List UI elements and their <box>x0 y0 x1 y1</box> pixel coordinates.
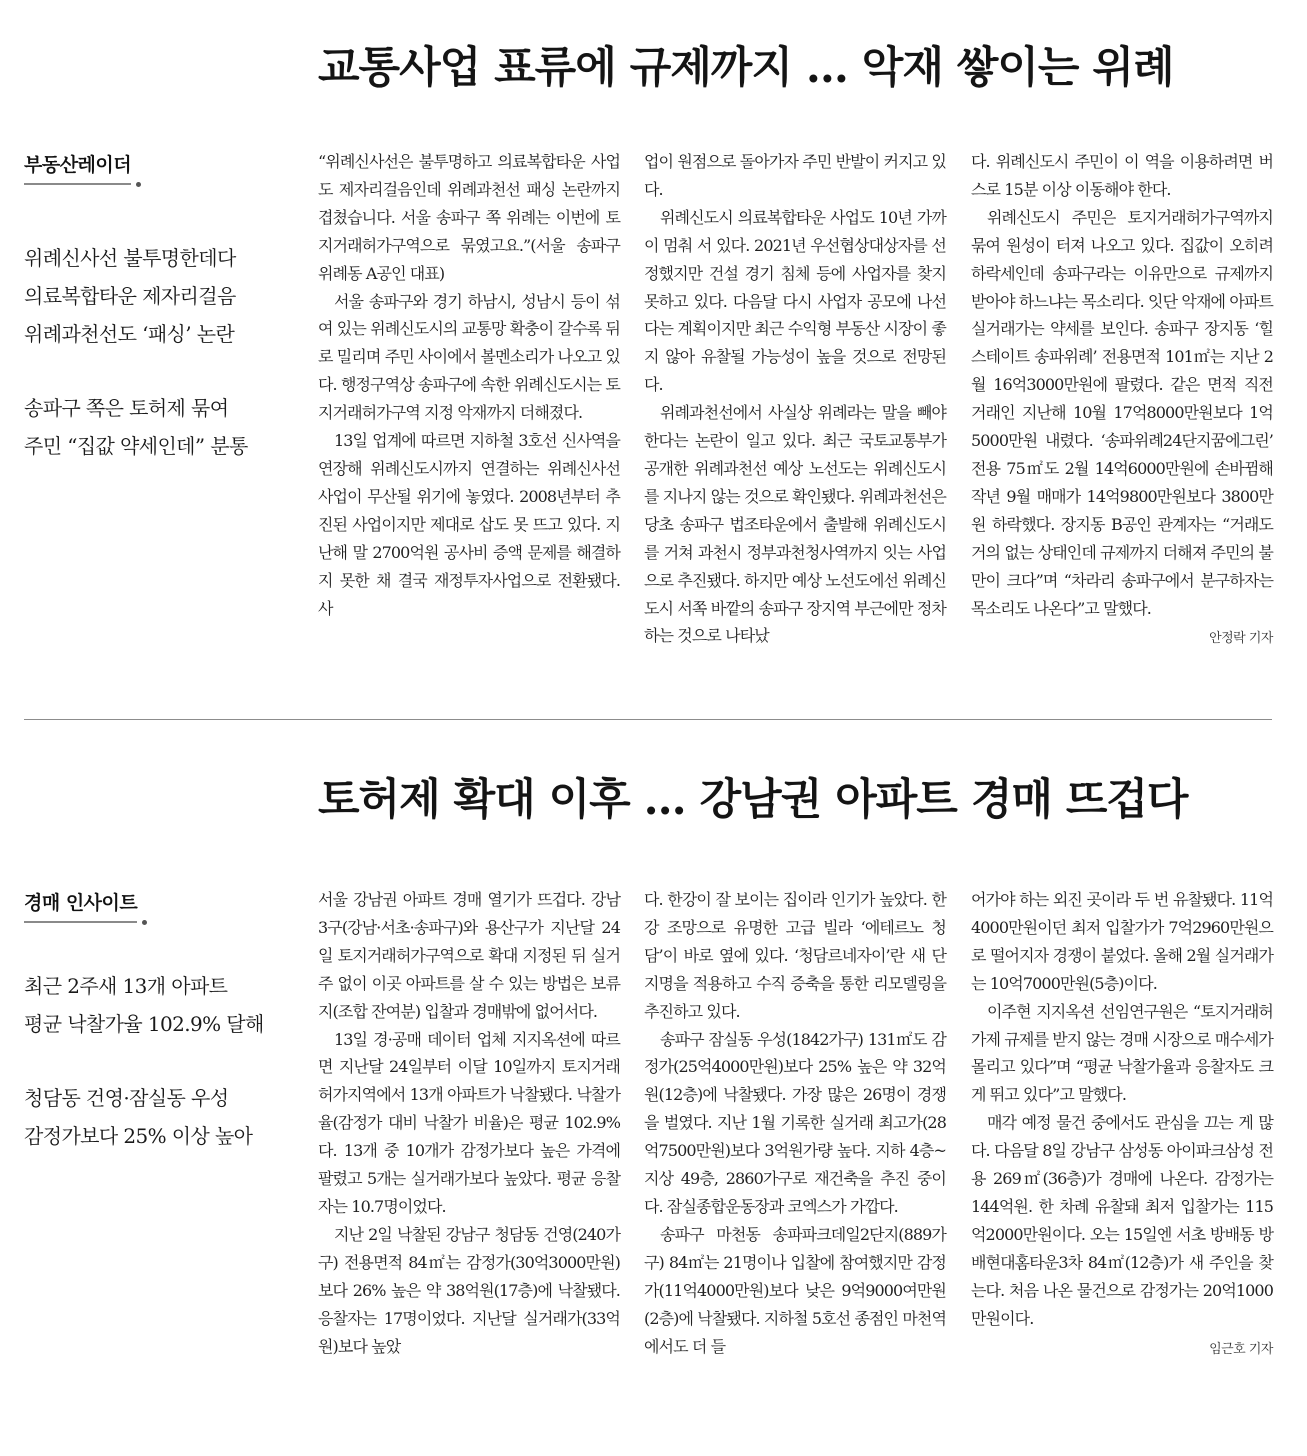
body-column-3 <box>971 148 1273 653</box>
byline: 임근호 기자 <box>1209 1341 1273 1357</box>
section-label-dot <box>136 182 141 187</box>
paragraph: 송파구 잠실동 우성(1842가구) 131㎡도 감정가(25억4000만원)보다 25% 높은 약 32억원(12층)에 낙찰됐다. 가장 많은 26명이 경쟁을 벌였다. 지난 1월 기록한 실거래 최고가(28억7500만원)보다 3억원가량 높다. 지하 4층~지상 49층, 2860가구로 재건축을 추진 중이다. 잠실종합운동장과 코엑스가 가깝다. <box>644 1029 946 1216</box>
body-column-1 <box>318 886 620 1360</box>
subhead-group-1 <box>24 967 292 1043</box>
body-column-2 <box>644 148 946 650</box>
subhead-line: 송파구 쪽은 토허제 묶여 <box>24 396 229 420</box>
paragraph: 위례신도시 의료복합타운 사업도 10년 가까이 멈춰 서 있다. 2021년 우선협상대상자를 선정했지만 건설 경기 침체 등에 사업자를 찾지 못하고 있다. 다음달 다시 사업자 공모에 나선다는 계획이지만 최근 수익형 부동산 시장이 좋지 않아 유찰될 가능성이 높을 것으로 전망된다. <box>644 207 946 395</box>
byline: 안정락 기자 <box>1209 631 1273 647</box>
paragraph: “위례신사선은 불투명하고 의료복합타운 사업도 제자리걸음인데 위례과천선 패싱 논란까지 겹쳤습니다. 서울 송파구 쪽 위례는 이번에 토지거래허가구역으로 묶였고요.”(서울 송파구 위례동 A공인 대표) <box>318 152 620 283</box>
section-label-dot <box>142 920 147 925</box>
section-label <box>24 888 137 923</box>
section-label <box>24 150 131 185</box>
article-auction <box>0 725 1307 1456</box>
body-column-2 <box>644 886 946 1360</box>
paragraph: 서울 강남권 아파트 경매 열기가 뜨겁다. 강남 3구(강남·서초·송파구)와 용산구가 지난달 24일 토지거래허가구역으로 확대 지정된 뒤 실거주 없이 이곳 아파트를 살 수 있는 방법은 보류지(조합 잔여분) 입찰과 경매밖에 없어서다. <box>318 890 620 1021</box>
subhead-group-2 <box>24 1079 292 1155</box>
paragraph: 위례신도시 주민은 토지거래허가구역까지 묶여 원성이 터져 나오고 있다. 집값이 오히려 하락세인데 송파구라는 이유만으로 규제까지 받아야 하느냐는 목소리다. 잇단 악재에 아파트 실거래가는 약세를 보인다. 송파구 장지동 ‘힐스테이트 송파위례’ 전용면적 101㎡는 지난 2월 16억3000만원에 팔렸다. 같은 면적 직전 거래인 지난해 10월 17억8000만원보다 1억5000만원 내렸다. ‘송파위례24단지꿈에그린’ 전용 75㎡도 2월 14억6000만원에 손바뀜해 작년 9월 매매가 14억9800만원보다 3800만원 하락했다. 장지동 B공인 관계자는 “거래도 거의 없는 상태인데 규제까지 더해져 주민의 불만이 크다”며 “차라리 송파구에서 분구하자는 목소리도 나온다”고 말했다. <box>971 207 1273 618</box>
paragraph: 지난 2일 낙찰된 강남구 청담동 건영(240가구) 전용면적 84㎡는 감정가(30억3000만원)보다 26% 높은 약 38억원(17층)에 낙찰됐다. 응찰자는 17명이었다. 지난달 실거래가(33억원)보다 높았 <box>318 1224 620 1356</box>
paragraph: 이주현 지지옥션 선임연구원은 “토지거래허가제 규제를 받지 않는 경매 시장으로 매수세가 몰리고 있다”며 “평균 낙찰가율과 응찰자도 크게 뛰고 있다”고 말했다. <box>971 1001 1273 1105</box>
paragraph: 13일 업계에 따르면 지하철 3호선 신사역을 연장해 위례신도시까지 연결하는 위례신사선 사업이 무산될 위기에 놓였다. 2008년부터 추진된 사업이지만 제대로 삽도 못 뜨고 있다. 지난해 말 2700억원 공사비 증액 문제를 해결하지 못한 채 결국 재정투자사업으로 전환됐다. 사 <box>318 431 620 618</box>
body-column-3 <box>971 886 1273 1363</box>
paragraph: 13일 경·공매 데이터 업체 지지옥션에 따르면 지난달 24일부터 이달 10일까지 토지거래허가지역에서 13개 아파트가 낙찰됐다. 낙찰가율(감정가 대비 낙찰가 비율)은 평균 102.9%다. 13개 중 10개가 감정가보다 높은 가격에 팔렸고 5개는 실거래가보다 높았다. 평균 응찰자는 10.7명이었다. <box>318 1029 620 1216</box>
headline: 교통사업 표류에 규제까지 … 악재 쌓이는 위례 <box>318 43 1174 93</box>
article-wirye <box>0 0 1307 715</box>
sidebar <box>24 888 292 1155</box>
article-divider <box>24 719 1272 720</box>
subhead-group-1 <box>24 239 292 353</box>
headline: 토허제 확대 이후 … 강남권 아파트 경매 뜨겁다 <box>318 775 1188 825</box>
paragraph: 매각 예정 물건 중에서도 관심을 끄는 게 많다. 다음달 8일 강남구 삼성동 아이파크삼성 전용 269㎡(36층)가 경매에 나온다. 감정가는 144억원. 한 차례 유찰돼 최저 입찰가는 115억2000만원이다. 오는 15일엔 서초 방배동 방배현대홈타운3차 84㎡(12층)가 새 주인을 찾는다. 처음 나온 물건으로 감정가는 20억1000만원이다. <box>971 1113 1273 1328</box>
section-label-text: 경매 인사이트 <box>24 892 138 914</box>
paragraph: 어가야 하는 외진 곳이라 두 번 유찰됐다. 11억4000만원이던 최저 입찰가가 7억2960만원으로 떨어지자 경쟁이 붙었다. 올해 2월 실거래가는 10억7000만원(5층)이다. <box>971 890 1273 993</box>
paragraph: 위례과천선에서 사실상 위례라는 말을 빼야 한다는 논란이 일고 있다. 최근 국토교통부가 공개한 위례과천선 예상 노선도는 위례신도시를 지나지 않는 것으로 확인됐다. 위례과천선은 당초 송파구 법조타운에서 출발해 위례신도시를 거쳐 과천시 정부과천청사역까지 잇는 사업으로 추진됐다. 하지만 예상 노선도에선 위례신도시 서쪽 바깥의 송파구 장지역 부근에만 정차하는 것으로 나타났 <box>644 403 946 646</box>
subhead-line: 주민 “집값 약세인데” 분통 <box>24 434 248 458</box>
subhead-line: 감정가보다 25% 이상 높아 <box>24 1124 253 1148</box>
subhead-line: 의료복합타운 제자리걸음 <box>24 284 236 308</box>
paragraph: 다. 한강이 잘 보이는 집이라 인기가 높았다. 한강 조망으로 유명한 고급 빌라 ‘에테르노 청담’이 바로 옆에 있다. ‘청담르네자이’란 새 단지명을 적용하고 수직 증축을 통한 리모델링을 추진하고 있다. <box>644 890 946 1021</box>
paragraph: 송파구 마천동 송파파크데일2단지(889가구) 84㎡는 21명이나 입찰에 참여했지만 감정가(11억4000만원)보다 낮은 9억9000여만원(2층)에 낙찰됐다. 지하철 5호선 종점인 마천역에서도 더 들 <box>644 1224 946 1356</box>
subhead-line: 평균 낙찰가율 102.9% 달해 <box>24 1012 264 1036</box>
subhead-line: 최근 2주새 13개 아파트 <box>24 974 228 998</box>
subhead-line: 위례신사선 불투명한데다 <box>24 246 236 270</box>
body-column-1 <box>318 148 620 622</box>
section-label-text: 부동산레이더 <box>24 154 132 176</box>
paragraph: 업이 원점으로 돌아가자 주민 반발이 커지고 있다. <box>644 152 946 199</box>
subhead-line: 위례과천선도 ‘패싱’ 논란 <box>24 322 235 346</box>
sidebar <box>24 150 292 465</box>
paragraph: 서울 송파구와 경기 하남시, 성남시 등이 섞여 있는 위례신도시의 교통망 확충이 갈수록 뒤로 밀리며 주민 사이에서 볼멘소리가 나오고 있다. 행정구역상 송파구에 속한 위례신도시는 토지거래허가구역 지정 악재까지 더해졌다. <box>318 291 620 423</box>
paragraph: 다. 위례신도시 주민이 이 역을 이용하려면 버스로 15분 이상 이동해야 한다. <box>971 152 1273 199</box>
subhead-group-2 <box>24 389 292 465</box>
subhead-line: 청담동 건영·잠실동 우성 <box>24 1086 229 1110</box>
